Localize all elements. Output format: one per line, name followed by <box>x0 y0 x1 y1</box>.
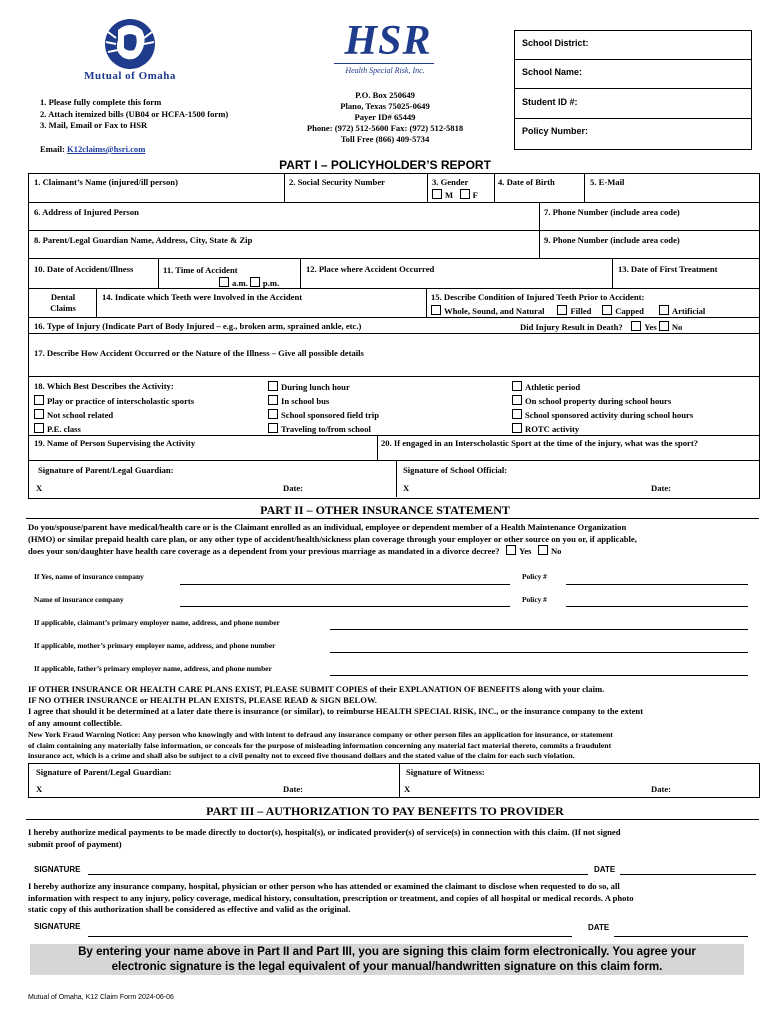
notice-2: IF NO OTHER INSURANCE or HEALTH PLAN EXISTS, PLEASE READ & SIGN BELOW. <box>28 695 377 706</box>
capped-label: Capped <box>615 306 644 316</box>
form-footer: Mutual of Omaha, K12 Claim Form 2024-06-06 <box>28 994 174 1001</box>
act-school-activity-label: School sponsored activity during school hours <box>525 410 694 420</box>
part2-witness-date[interactable]: Date: <box>651 784 672 794</box>
gender-label: 3. Gender <box>432 177 469 187</box>
other-ins-yes-checkbox[interactable] <box>506 545 516 555</box>
policy-label-2: Policy # <box>522 595 547 604</box>
instruction-3: 3. Mail, Email or Fax to HSR <box>40 120 148 130</box>
gender-f-checkbox[interactable] <box>460 189 470 199</box>
part1-box <box>28 173 760 499</box>
part3-signature-1-label: SIGNATURE <box>34 865 81 874</box>
esign-notice <box>30 944 744 975</box>
claims-label: Claims <box>50 303 76 313</box>
policy-number-label[interactable]: Policy Number: <box>522 126 589 136</box>
part3-title: PART III – AUTHORIZATION TO PAY BENEFITS TO PROVIDER <box>206 804 564 818</box>
part2-witness-x[interactable]: X <box>404 784 411 794</box>
school-info-box <box>514 30 752 150</box>
agree-line-2: of any amount collectible. <box>28 717 123 728</box>
policy-label-1: Policy # <box>522 572 547 581</box>
other-ins-no-label: No <box>550 546 562 556</box>
whole-label: Whole, Sound, and Natural <box>444 306 545 316</box>
part3-signature-2-label: SIGNATURE <box>34 922 81 931</box>
agree-line-1: I agree that should it be determined at a later date there is insurance (or similar), to reimburse HEALTH SPECIAL RISK, INC., or the insurance company to the extent <box>28 706 644 717</box>
if-yes-company-label: If Yes, name of insurance company <box>34 572 144 581</box>
accident-date-field[interactable]: 10. Date of Accident/Illness <box>34 264 134 274</box>
act-bus-label: In school bus <box>281 396 330 406</box>
email-link[interactable]: K12claims@hsri.com <box>66 144 146 154</box>
act-rotc-label: ROTC activity <box>525 424 580 434</box>
act-field-trip-checkbox[interactable] <box>268 409 278 419</box>
death-yes-checkbox[interactable] <box>631 321 641 331</box>
fraud-line-1: New York Fraud Warning Notice: Any person who knowingly and with intent to defraud any insurance company or other person files an application for insurance, or statement <box>28 730 613 739</box>
name-company-label: Name of insurance company <box>34 595 124 604</box>
other-insurance-question <box>28 521 637 557</box>
teeth-condition-label: 15. Describe Condition of Injured Teeth Prior to Accident: <box>431 292 645 302</box>
fraud-line-2: of claim containing any materially false information, or conceals for the purpose of misleading information concerning any material fact material thereto, commits a fraudulent <box>28 740 612 750</box>
witness-signature-label: Signature of Witness: <box>406 767 485 777</box>
pm-label: p.m. <box>262 278 280 288</box>
gender-options <box>432 189 478 200</box>
phone-fax: Phone: (972) 512-5600 Fax: (972) 512-5818 <box>306 123 464 133</box>
capped-checkbox[interactable] <box>602 305 612 315</box>
father-employer-label: If applicable, father’s primary employer name, address, and phone number <box>34 664 272 673</box>
claimant-employer-label: If applicable, claimant’s primary employer name, address, and phone number <box>34 618 280 627</box>
school-name-label[interactable]: School Name: <box>522 67 583 77</box>
gender-m-checkbox[interactable] <box>432 189 442 199</box>
act-travel-checkbox[interactable] <box>268 423 278 433</box>
pm-checkbox[interactable] <box>250 277 260 287</box>
part2-title: PART II – OTHER INSURANCE STATEMENT <box>260 503 510 517</box>
instructions <box>40 97 228 132</box>
part1-parent-signature-label: Signature of Parent/Legal Guardian: <box>38 465 174 475</box>
am-checkbox[interactable] <box>219 277 229 287</box>
ssn-field[interactable]: 2. Social Security Number <box>289 177 385 187</box>
supervisor-field[interactable]: 19. Name of Person Supervising the Activity <box>34 438 196 448</box>
notice-1: IF OTHER INSURANCE OR HEALTH CARE PLANS EXIST, PLEASE SUBMIT COPIES of their EXPLANATION OF BENEFITS along with your claim. <box>28 684 605 694</box>
email-field[interactable]: 5. E-Mail <box>590 177 625 187</box>
act-travel-label: Traveling to/from school <box>281 424 371 434</box>
email-label: Email: <box>40 144 65 154</box>
address-line-2: Plano, Texas 75025-0649 <box>340 101 430 111</box>
act-field-trip-label: School sponsored field trip <box>281 410 379 420</box>
school-official-signature-label: Signature of School Official: <box>403 465 508 475</box>
hsr-logo: HSR <box>344 18 432 64</box>
act-sports-label: Play or practice of interscholastic sports <box>47 396 195 406</box>
artificial-label: Artificial <box>671 306 706 316</box>
instruction-2: 2. Attach itemized bills (UB04 or HCFA-1500 form) <box>40 108 229 119</box>
filled-checkbox[interactable] <box>557 305 567 315</box>
act-school-property-checkbox[interactable] <box>512 395 522 405</box>
address-field[interactable]: 6. Address of Injured Person <box>34 207 139 217</box>
other-ins-yes-label: Yes <box>519 546 532 556</box>
activity-col-3 <box>512 380 693 436</box>
act-school-property-label: On school property during school hours <box>525 396 672 406</box>
activity-col-2 <box>268 380 379 436</box>
part1-parent-date[interactable]: Date: <box>283 483 304 493</box>
auth1-line-2: submit proof of payment) <box>28 839 122 849</box>
time-options <box>219 277 279 288</box>
question-line-1: Do you/spouse/parent have medical/health care or is the Claimant enrolled as an individual, employee or dependent member of a Health Maintenance Organization <box>28 522 627 532</box>
esign-line-2: electronic signature is the legal equivalent of your manual/handwritten signature on this claim form. <box>111 959 663 973</box>
first-treatment-field[interactable]: 13. Date of First Treatment <box>618 264 718 274</box>
email-row <box>40 144 145 154</box>
school-district-label[interactable]: School District: <box>522 38 589 48</box>
part1-parent-x[interactable]: X <box>36 483 43 493</box>
auth2-line-1: I hereby authorize any insurance company, hospital, physician or other person who has attended or examined the claimant to disclose when requested to do so, all <box>28 881 620 891</box>
death-label: Did Injury Result in Death? <box>520 322 623 332</box>
act-school-activity-checkbox[interactable] <box>512 409 522 419</box>
act-lunch-label: During lunch hour <box>281 382 350 392</box>
instruction-1: 1. Please fully complete this form <box>40 97 162 107</box>
injury-type-field[interactable]: 16. Type of Injury (Indicate Part of Body Injured – e.g., broken arm, sprained ankle, etc.) <box>34 321 362 331</box>
payer-id: Payer ID# 65449 <box>354 112 416 122</box>
act-athletic-checkbox[interactable] <box>512 381 522 391</box>
activity-col-1 <box>34 394 194 436</box>
act-rotc-checkbox[interactable] <box>512 423 522 433</box>
accident-description-field[interactable]: 17. Describe How Accident Occurred or the Nature of the Illness – Give all possible details <box>34 348 364 358</box>
part2-parent-x[interactable]: X <box>36 784 43 794</box>
toll-free: Toll Free (866) 409-5734 <box>340 134 430 144</box>
teeth-involved-field[interactable]: 14. Indicate which Teeth were Involved in the Accident <box>102 292 303 302</box>
brand-name: Mutual of Omaha <box>84 70 176 82</box>
address-line-1: P.O. Box 250649 <box>355 90 415 100</box>
whole-checkbox[interactable] <box>431 305 441 315</box>
guardian-phone-field[interactable]: 9. Phone Number (include area code) <box>544 235 680 245</box>
part3-date-2-label: DATE <box>588 923 610 932</box>
activity-label: 18. Which Best Describes the Activity: <box>34 381 174 391</box>
question-line-3: does your son/daughter have health care coverage as a dependent from your previous marriage as mandated in a divorce decree? <box>28 546 500 556</box>
teeth-condition-options <box>431 305 705 316</box>
am-label: a.m. <box>232 278 248 288</box>
insurance-notices <box>28 684 643 729</box>
death-question <box>520 321 682 332</box>
act-athletic-label: Athletic period <box>525 382 581 392</box>
other-ins-no-checkbox[interactable] <box>538 545 548 555</box>
gender-m-label: M <box>445 190 454 200</box>
part2-parent-signature-label: Signature of Parent/Legal Guardian: <box>36 767 172 777</box>
hsr-address <box>280 90 490 145</box>
accident-time-field[interactable]: 11. Time of Accident <box>163 265 238 275</box>
death-no-label: No <box>671 322 683 332</box>
filled-label: Filled <box>570 306 592 316</box>
sport-field[interactable]: 20. If engaged in an Interscholastic Sport at the time of the injury, what was the sport? <box>381 438 699 448</box>
part3-date-1-label: DATE <box>594 865 616 874</box>
student-id-label[interactable]: Student ID #: <box>522 97 578 107</box>
phone-field[interactable]: 7. Phone Number (include area code) <box>544 207 680 217</box>
act-lunch-checkbox[interactable] <box>268 381 278 391</box>
part1-school-date[interactable]: Date: <box>651 483 672 493</box>
artificial-checkbox[interactable] <box>659 305 669 315</box>
death-no-checkbox[interactable] <box>659 321 669 331</box>
act-sports-checkbox[interactable] <box>34 395 44 405</box>
esign-line-1: By entering your name above in Part II and Part III, you are signing this claim form electronically. You agree your <box>78 945 696 958</box>
part2-parent-date[interactable]: Date: <box>283 784 304 794</box>
mother-employer-label: If applicable, mother’s primary employer name, address, and phone number <box>34 641 276 650</box>
dob-field[interactable]: 4. Date of Birth <box>498 177 555 187</box>
act-not-school-checkbox[interactable] <box>34 409 44 419</box>
auth1-line-1: I hereby authorize medical payments to be made directly to doctor(s), hospital(s), or indicated provider(s) of service(s) in connection with this claim. (If not signed <box>28 827 621 837</box>
auth2-line-2: information with respect to any injury, policy coverage, medical history, consultation, prescription or treatment, and copies of all hospital or medical records. A photo <box>28 892 634 903</box>
guardian-field[interactable]: 8. Parent/Legal Guardian Name, Address, City, State & Zip <box>34 235 253 245</box>
auth-paragraph-1 <box>28 826 621 850</box>
act-not-school-label: Not school related <box>47 410 114 420</box>
act-pe-checkbox[interactable] <box>34 423 44 433</box>
claimant-name-field[interactable]: 1. Claimant’s Name (injured/ill person) <box>34 177 178 187</box>
dental-claims-label <box>34 292 92 314</box>
act-pe-label: P.E. class <box>47 424 81 434</box>
auth2-line-3: static copy of this authorization shall be considered as effective and valid as the original. <box>28 904 351 914</box>
part1-school-x[interactable]: X <box>403 483 410 493</box>
part1-title: PART I – POLICYHOLDER’S REPORT <box>279 158 491 172</box>
fraud-line-3: insurance act, which is a crime and shall also be subject to a civil penalty not to exceed five thousand dollars and the stated value of the claim for each such violation. <box>28 751 575 760</box>
gender-f-label: F <box>472 190 478 200</box>
act-bus-checkbox[interactable] <box>268 395 278 405</box>
accident-place-field[interactable]: 12. Place where Accident Occurred <box>306 264 435 274</box>
dental-label: Dental <box>50 292 76 302</box>
hsr-tagline: Health Special Risk, Inc. <box>345 66 425 75</box>
death-yes-label: Yes <box>644 322 657 332</box>
auth-paragraph-2 <box>28 881 634 916</box>
fraud-notice <box>28 730 613 762</box>
question-line-2: (HMO) or similar prepaid health care plan, or any other type of accident/health/sickness plan coverage through your employer or other source on you or, if applicable, <box>28 534 637 544</box>
